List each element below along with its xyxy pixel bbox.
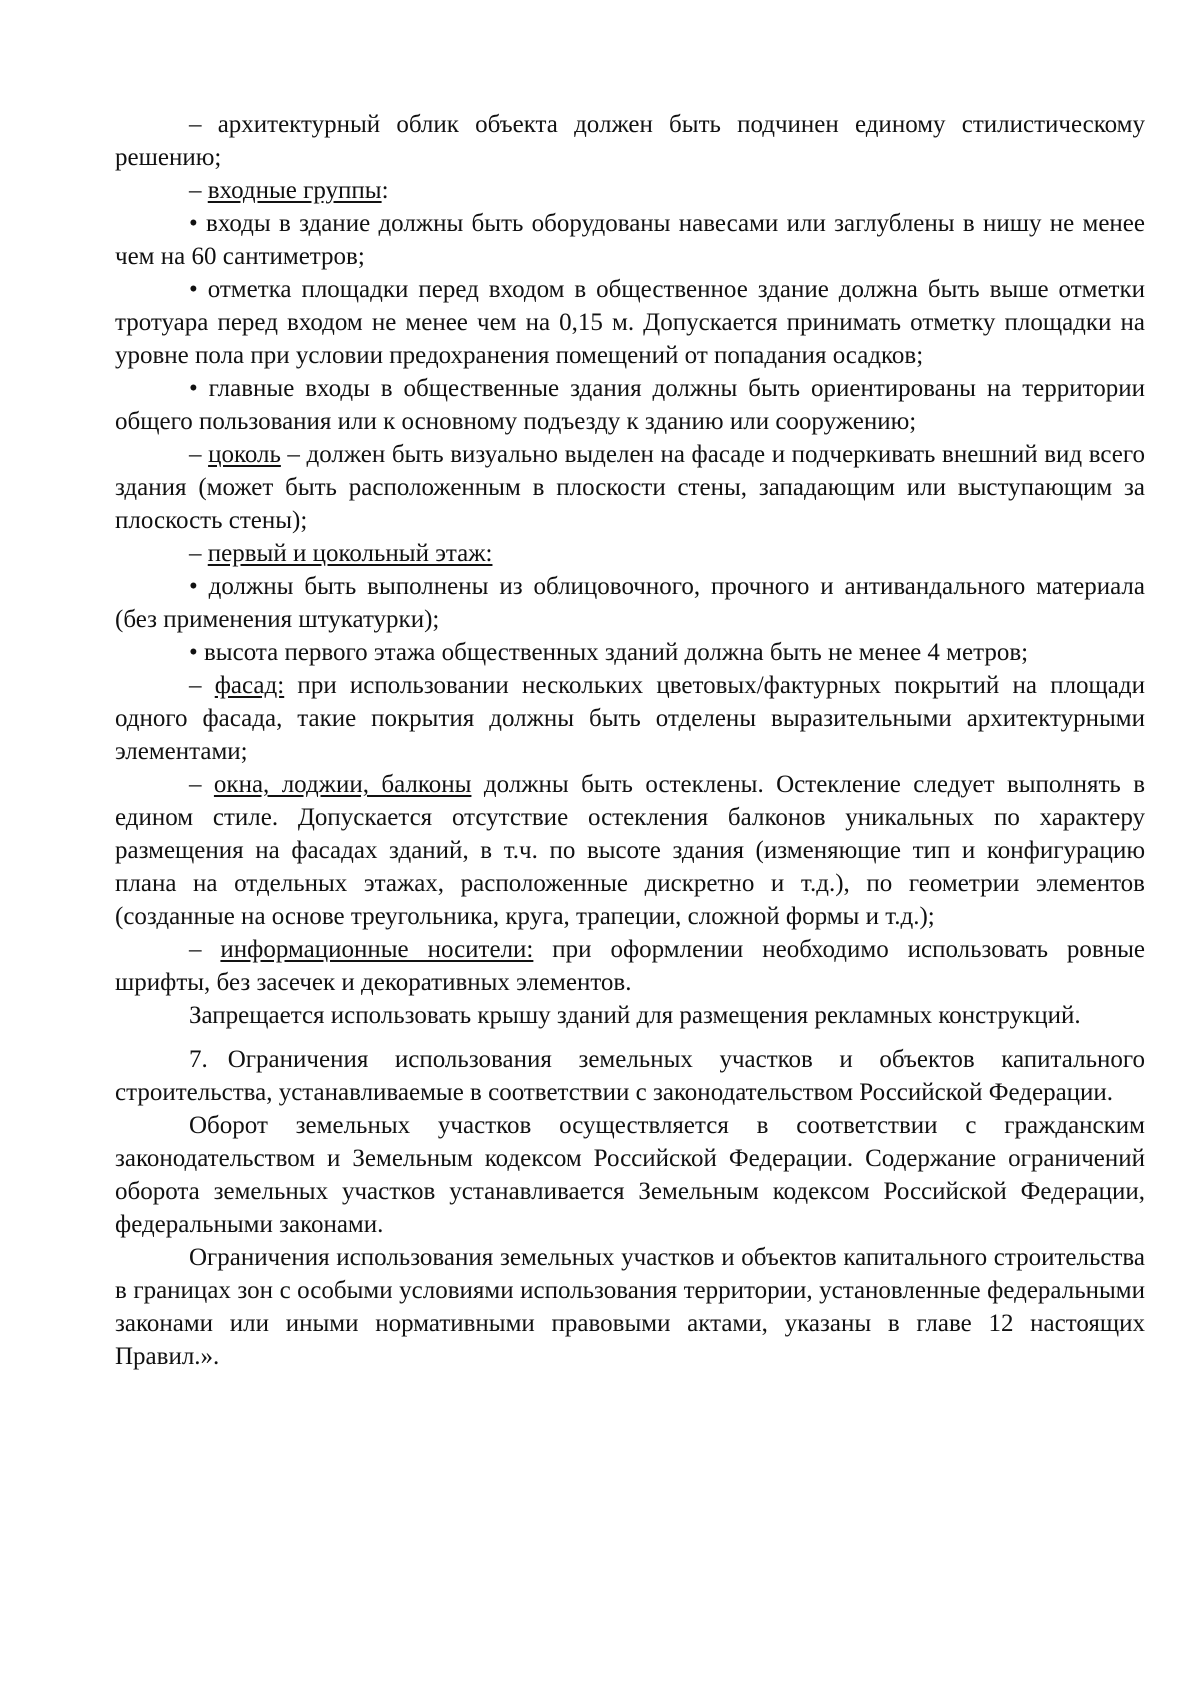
dash: – [189, 177, 208, 204]
paragraph-text: – должен быть визуально выделен на фасаде и подчеркивать внешний вид всего здания (может быть расположенным в плоскости стены, западающим или выступающим за плоскость стены); [115, 441, 1145, 534]
paragraph-roof-advertising: Запрещается использовать крышу зданий для размещения рекламных конструкций. [189, 1002, 1081, 1029]
underlined-term: информационные носители: [220, 936, 534, 963]
bullet-first-floor-height: • высота первого этажа общественных зданий должна быть не менее 4 метров; [189, 639, 1029, 666]
paragraph-text: при использовании нескольких цветовых/фактурных покрытий на площади одного фасада, такие покрытия должны быть отделены выразительными архитектурными элементами; [115, 672, 1145, 765]
underlined-term: первый и цокольный этаж: [207, 540, 493, 567]
paragraph-text: : [381, 177, 389, 204]
dash: – [189, 936, 221, 963]
paragraph-windows-balconies [115, 768, 1145, 933]
bullet-facing-material: • должны быть выполнены из облицовочного, прочного и антивандального материала (без применения штукатурки); [115, 573, 1145, 633]
bullet-entrances-canopies: • входы в здание должны быть оборудованы навесами или заглублены в нишу не менее чем на 60 сантиметров; [115, 210, 1145, 270]
underlined-term: фасад: [214, 672, 285, 699]
paragraph-text: при оформлении необходимо использовать ровные шрифты, без засечек и декоративных элементов. [115, 936, 1146, 996]
paragraph-plinth [115, 438, 1145, 537]
paragraph-first-floor-heading [115, 537, 1145, 570]
document-page [115, 108, 1145, 1373]
underlined-term: входные группы [207, 177, 382, 204]
paragraph-architectural-appearance: – архитектурный облик объекта должен быть подчинен единому стилистическому решению; [115, 111, 1145, 171]
section-number: 7. [189, 1046, 208, 1073]
paragraph-facade [115, 669, 1145, 768]
underlined-term: цоколь [208, 441, 281, 468]
dash: – [189, 540, 208, 567]
paragraph-land-turnover: Оборот земельных участков осуществляется в соответствии с гражданским законодательством и Земельным кодексом Российской Федерации. Содержание ограничений оборота земельных участков устанавливается Земельным кодексом Российской Федерации, федеральными законами. [115, 1112, 1145, 1238]
dash: – [189, 672, 215, 699]
underlined-term: окна, лоджии, балконы [213, 771, 472, 798]
bullet-platform-level: • отметка площадки перед входом в общественное здание должна быть выше отметки тротуара перед входом не менее чем на 0,15 м. Допускается принимать отметку площадки на уровне пола при условии предохранения помещений от попадания осадков; [115, 276, 1145, 369]
dash: – [189, 441, 209, 468]
paragraph-text: Ограничения использования земельных участков и объектов капитального строительства, устанавливаемые в соответствии с законодательством Российской Федерации. [115, 1046, 1145, 1106]
section-7-heading [115, 1043, 1145, 1109]
bullet-main-entrances: • главные входы в общественные здания должны быть ориентированы на территории общего пользования или к основному подъезду к зданию или сооружению; [115, 375, 1145, 435]
dash: – [189, 771, 214, 798]
paragraph-restrictions-zones: Ограничения использования земельных участков и объектов капитального строительства в границах зон с особыми условиями использования территории, установленные федеральными законами или иными нормативными правовыми актами, указаны в главе 12 настоящих Правил.». [115, 1244, 1145, 1370]
paragraph-entrance-groups-heading [115, 174, 1145, 207]
paragraph-text: должны быть остеклены. Остекление следует выполнять в едином стиле. Допускается отсутствие остекления балконов уникальных по характеру размещения на фасадах зданий, в т.ч. по высоте здания (изменяющие тип и конфигурацию плана на отдельных этажах, расположенные дискретно и т.д.), по геометрии элементов (созданные на основе треугольника, круга, трапеции, сложной формы и т.д.); [115, 771, 1145, 930]
paragraph-information-carriers [115, 933, 1145, 999]
